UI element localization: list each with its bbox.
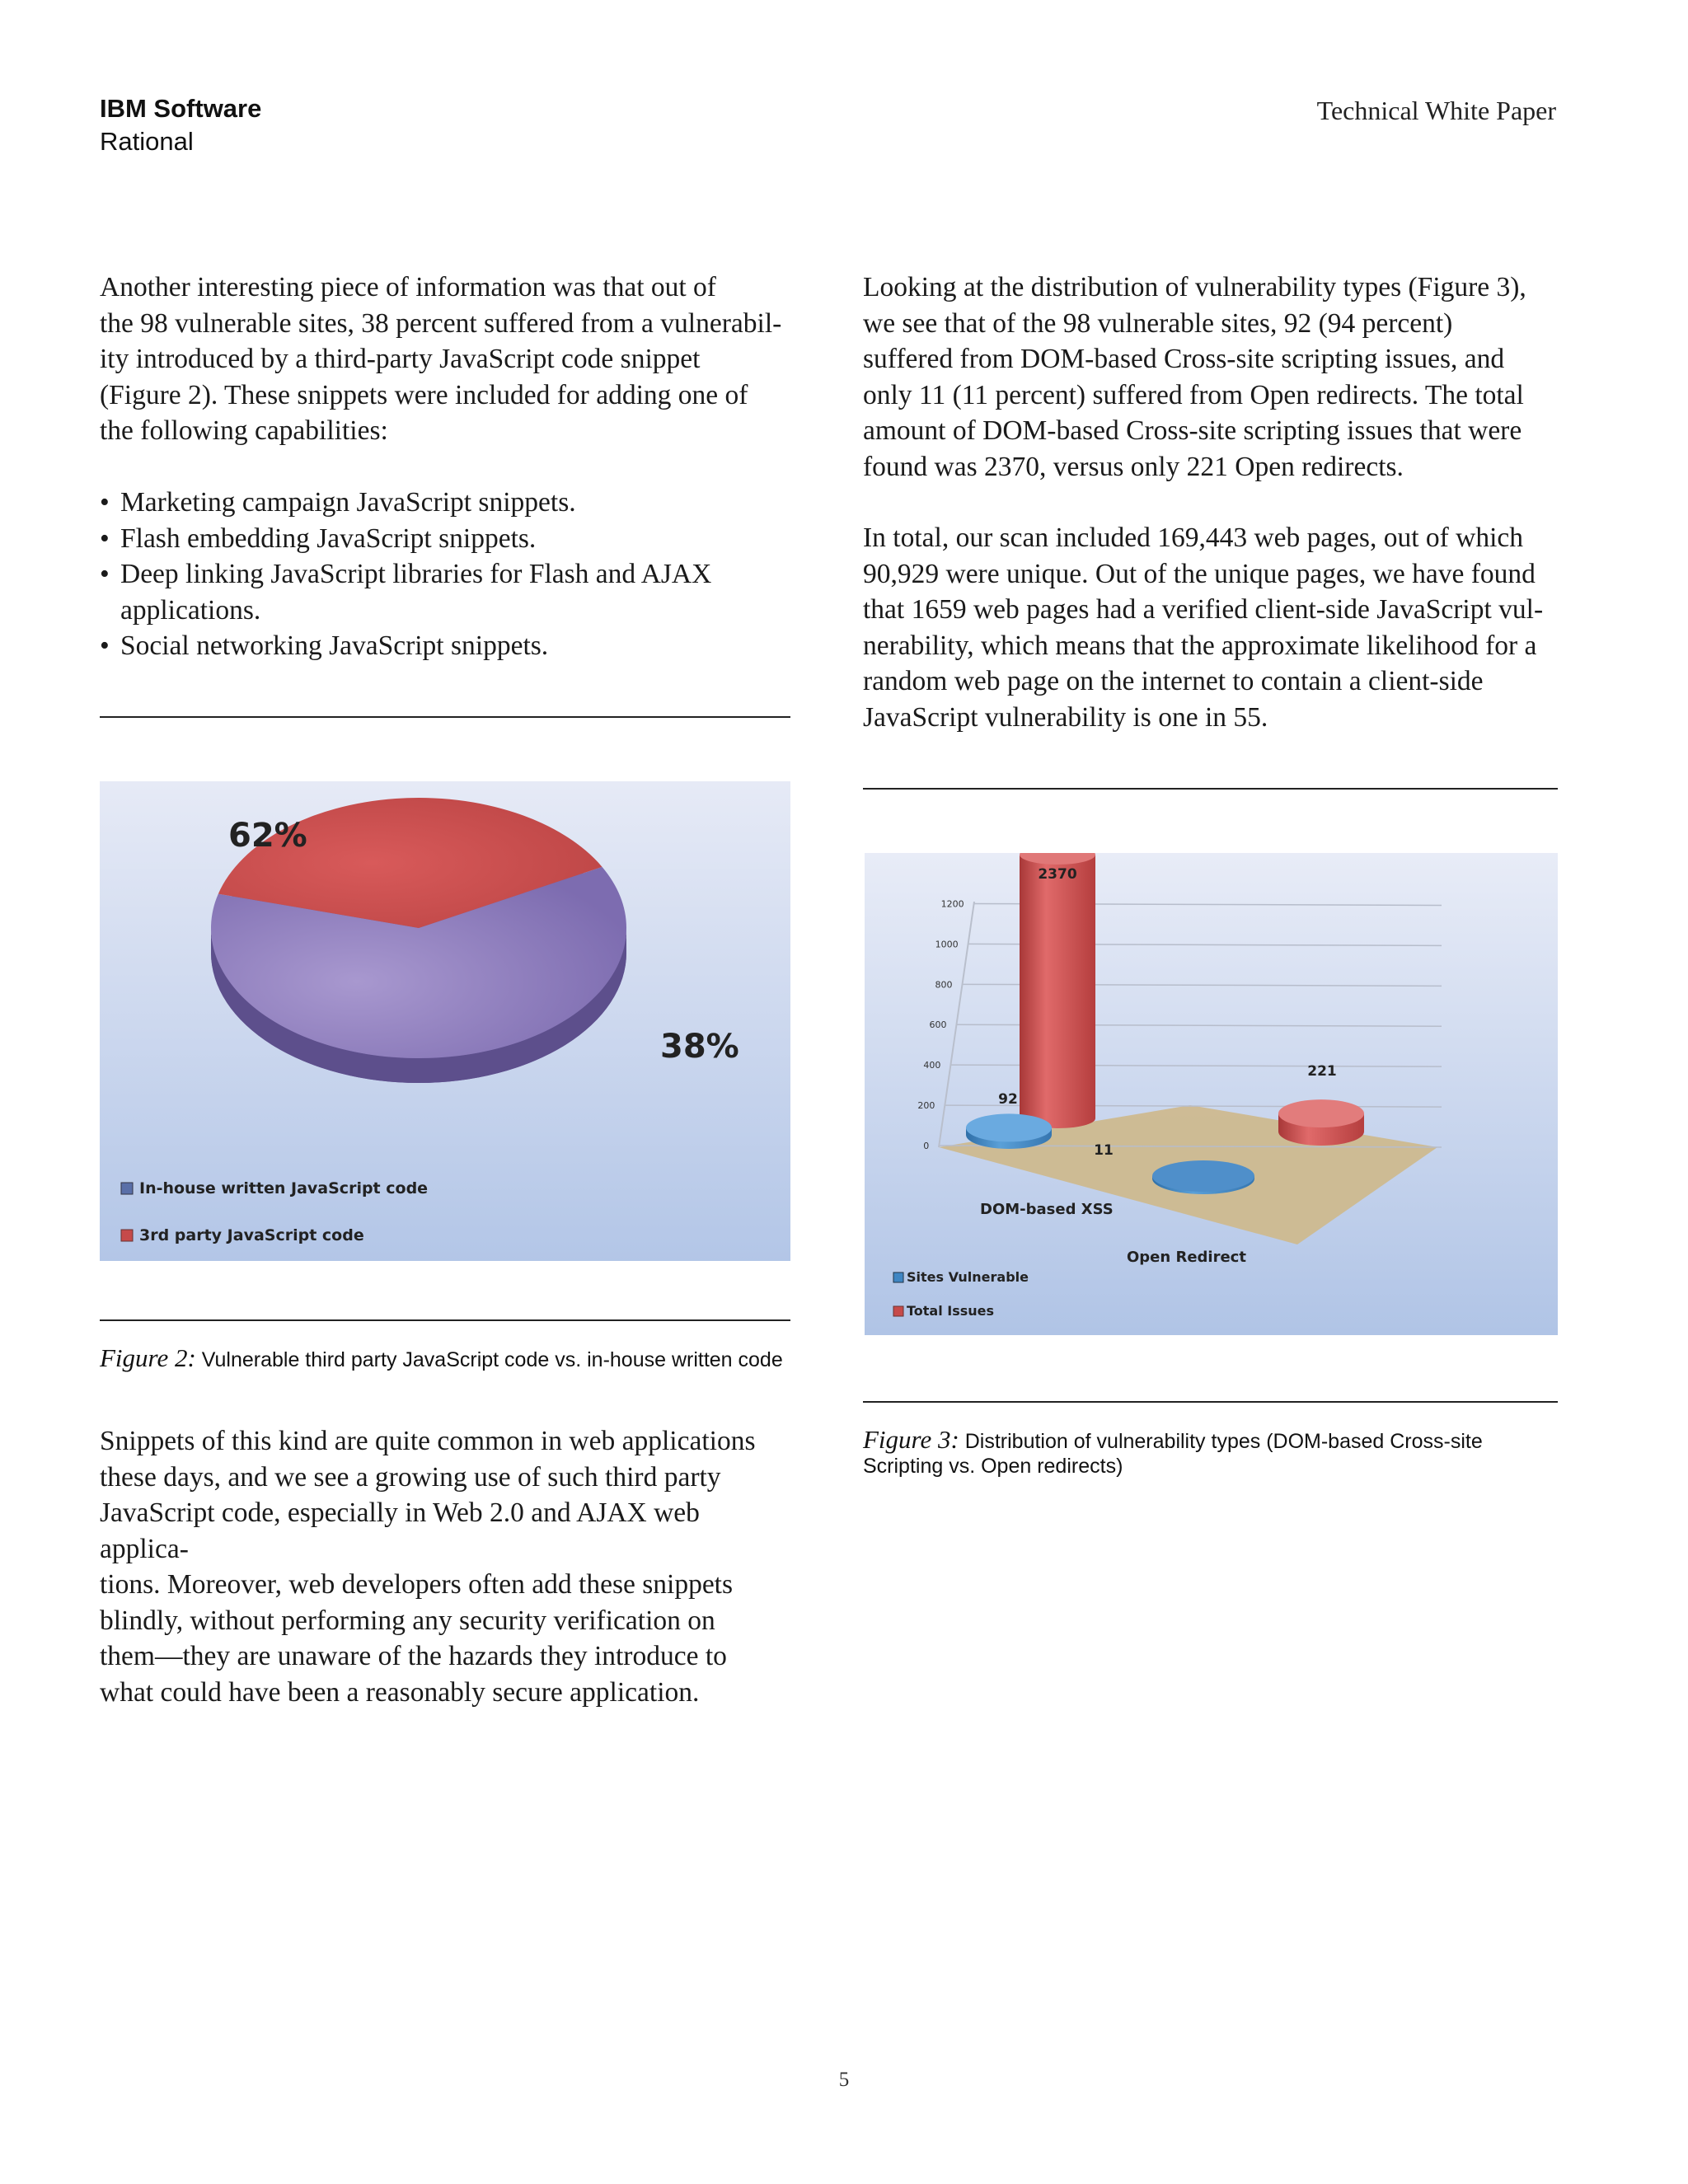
caption-text-line2: Scripting vs. Open redirects) [863,1455,1123,1478]
text-line: we see that of the 98 vulnerable sites, 92 (94 percent) [863,307,1453,339]
page-number: 5 [838,2069,850,2091]
cylinder-top [966,1113,1052,1141]
figure-3-bar-chart [865,853,1558,1335]
legend-swatch-third-party [121,1230,133,1241]
text-line: only 11 (11 percent) suffered from Open redirects. The total [863,379,1524,410]
legend-label-sites: Sites Vulnerable [907,1269,1029,1285]
bullet-item: • Deep linking JavaScript libraries for Flash and AJAX applications. [100,556,726,628]
divider [863,788,1558,790]
text-line: found was 2370, versus only 221 Open redirects. [863,451,1404,482]
y-tick-label: 200 [917,1100,935,1112]
brand-subtitle: Rational [100,127,194,156]
bar-total-issues-dom-xss [1020,853,1095,1128]
legend-label-third-party: 3rd party JavaScript code [139,1226,364,1244]
divider [863,1401,1558,1403]
figure-2-pie-chart [100,781,790,1261]
data-label-221: 221 [1307,1063,1337,1080]
cylinder-body [1020,855,1095,1128]
text-line: what could have been a reasonably secure application. [100,1676,700,1708]
data-label-2370: 2370 [1038,866,1077,883]
caption-label: Figure 3: [863,1425,959,1454]
y-tick-label: 1200 [940,898,964,910]
caption-text: Vulnerable third party JavaScript code vs. in-house written code [201,1348,783,1371]
text-line: 90,929 were unique. Out of the unique pages, we have found [863,558,1536,589]
data-label-92: 92 [998,1091,1018,1108]
y-tick-label: 600 [929,1019,947,1031]
text-line: JavaScript vulnerability is one in 55. [863,701,1268,733]
brand-title: IBM Software [100,94,262,123]
closing-paragraph [100,1423,792,1710]
y-tick-label: 400 [923,1060,941,1071]
pie-label-38: 38% [660,1028,739,1066]
text-line: them—they are unaware of the hazards they introduce to [100,1641,727,1671]
bar-sites-vulnerable-open-redirect [1152,1160,1254,1194]
bar-total-issues-open-redirect [1278,1099,1364,1146]
text-line: ity introduced by a third-party JavaScript code snippet [100,344,701,374]
text-line: that 1659 web pages had a verified client-side JavaScript vul- [863,594,1544,625]
text-line: JavaScript code, especially in Web 2.0 and AJAX web applica- [100,1497,700,1564]
text-line: Snippets of this kind are quite common in web applications [100,1426,756,1456]
caption-label: Figure 2: [100,1343,196,1372]
document-type: Technical White Paper [1316,96,1556,125]
scan-totals-paragraph [863,520,1559,735]
text-line: the following capabilities: [100,415,388,446]
x-category-dom-xss: DOM-based XSS [980,1201,1114,1218]
legend-swatch-inhouse [121,1183,133,1194]
legend-label-issues: Total Issues [907,1303,995,1319]
text-line: (Figure 2). These snippets were included for adding one of [100,379,748,410]
x-category-open-redirect: Open Redirect [1127,1249,1246,1266]
figure-3-caption [863,1427,1559,1479]
figure-2-caption [100,1343,825,1372]
text-line: the 98 vulnerable sites, 38 percent suffered from a vulnerabil- [100,307,782,339]
text-line: blindly, without performing any security verification on [100,1605,715,1636]
bullet-item: • Marketing campaign JavaScript snippets. [100,485,726,521]
legend-swatch-sites [893,1272,903,1282]
y-tick-label: 1000 [935,939,959,950]
text-line: Looking at the distribution of vulnerability types (Figure 3), [863,272,1526,302]
legend-label-inhouse: In-house written JavaScript code [139,1179,429,1197]
bullet-item: • Social networking JavaScript snippets. [100,628,726,664]
caption-text-line1: Distribution of vulnerability types (DOM-based Cross-site [964,1430,1483,1453]
header-brand [100,92,261,158]
data-label-11: 11 [1094,1142,1114,1159]
bar-sites-vulnerable-dom-xss [966,1113,1052,1149]
pie-label-62: 62% [228,817,307,855]
capabilities-list [100,485,726,664]
intro-paragraph [100,269,792,449]
y-tick-label: 800 [935,979,953,991]
bullet-item: • Flash embedding JavaScript snippets. [100,521,726,557]
legend-swatch-issues [893,1306,903,1316]
text-line: nerability, which means that the approximate likelihood for a [863,630,1537,661]
text-line: random web page on the internet to contain a client-side [863,666,1484,696]
text-line: amount of DOM-based Cross-site scripting issues that were [863,415,1522,446]
text-line: suffered from DOM-based Cross-site scripting issues, and [863,344,1505,374]
bar-chart-svg [865,853,1558,1335]
text-line: In total, our scan included 169,443 web pages, out of which [863,523,1524,553]
divider [100,716,790,718]
pie-chart-svg [100,781,790,1261]
cylinder-top [1152,1160,1254,1192]
cylinder-top [1278,1099,1364,1127]
y-tick-label: 0 [923,1141,930,1151]
distribution-paragraph [863,269,1559,485]
text-line: Another interesting piece of information was that out of [100,272,716,302]
text-line: these days, and we see a growing use of such third party [100,1461,721,1493]
divider [100,1319,790,1321]
text-line: tions. Moreover, web developers often add these snippets [100,1569,734,1600]
